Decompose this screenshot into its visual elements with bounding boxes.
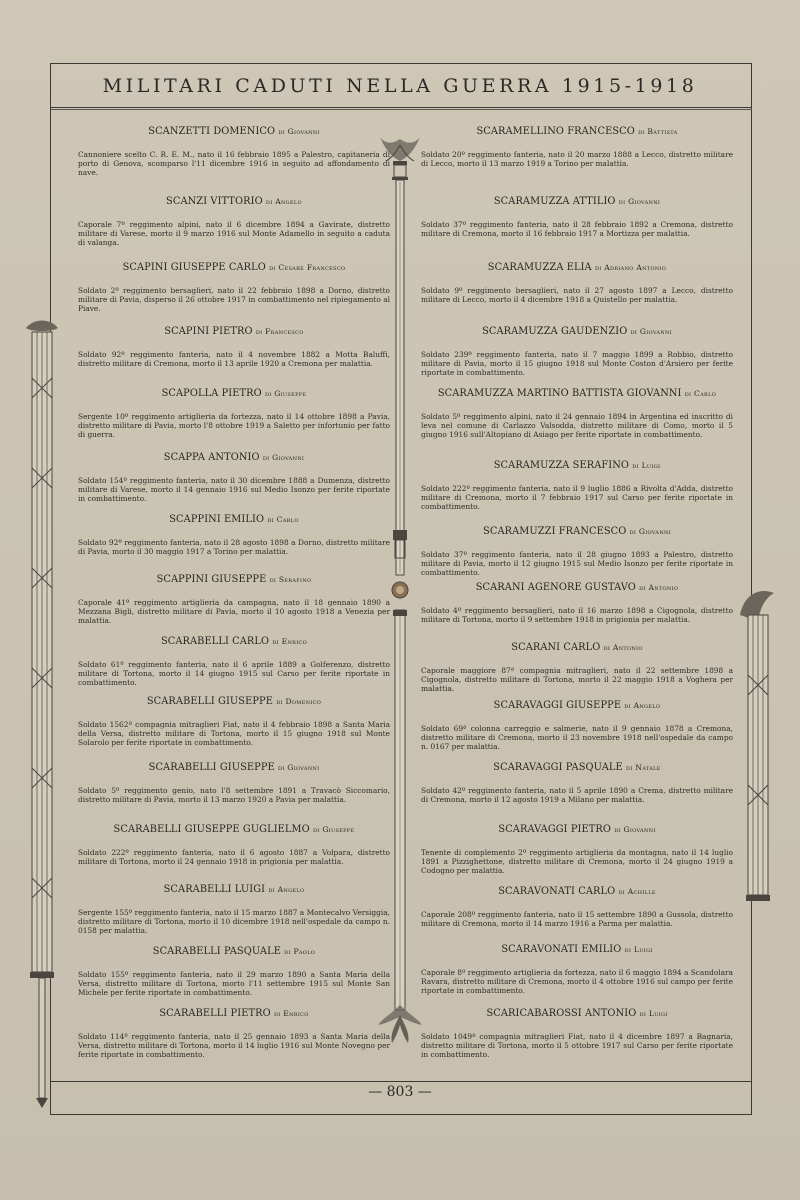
entry-patronymic: di Giuseppe — [264, 389, 307, 398]
entry-text: Soldato 5º reggimento alpini, nato il 24 gennaio 1894 in Argentina ed inscritto di leva nel comune di Carlazzo Valsodda, distretto militare di Como, morto il 5 giugno 1916 sull'Altopiano di Asiago per ferite riportate in combattimento. — [421, 412, 733, 440]
entry — [78, 1008, 390, 1060]
entry-surname: SCARICABAROSSI ANTONIO — [486, 1008, 637, 1019]
entry-text: Soldato 4º reggimento bersaglieri, nato il 16 marzo 1898 a Cigognola, distretto militare di Tortona, morto il 9 settembre 1918 in prigionia per malattia. — [421, 606, 733, 625]
entry-text: Soldato 37º reggimento fanteria, nato il 28 giugno 1893 a Palestro, distretto militare di Pavia, morto il 12 giugno 1915 sul Medio Isonzo per ferite riportate in combattimento. — [421, 550, 733, 578]
entry — [421, 526, 733, 578]
entry-text: Soldato 37º reggimento fanteria, nato il 28 febbraio 1892 a Cremona, distretto militare di Cremona, morto il 16 febbraio 1917 a Mortizza per malattia. — [421, 220, 733, 239]
entry-surname: SCANZETTI DOMENICO — [148, 126, 276, 137]
entry-text: Soldato 92º reggimento fanteria, nato il 28 agosto 1898 a Dorno, distretto militare di Pavia, morto il 30 maggio 1917 a Torino per malattia. — [78, 538, 390, 557]
entry-name — [421, 196, 733, 207]
entry-name — [78, 636, 390, 647]
entry — [421, 326, 733, 378]
entry-patronymic: di Angelo — [624, 701, 661, 710]
entry-patronymic: di Giuseppe — [313, 825, 355, 834]
page-number: — 803 — — [368, 1084, 432, 1100]
left-fasces-ornament-icon — [22, 318, 62, 1108]
entry — [78, 762, 390, 804]
entry-text: Soldato 154º reggimento fanteria, nato il 30 dicembre 1888 a Dumenza, distretto militare di Varese, morto il 14 gennaio 1916 sul Medio Isonzo per ferite riportate in combattimento. — [78, 476, 390, 504]
entry-name — [78, 696, 390, 707]
entry — [78, 452, 390, 504]
entry-text: Soldato 114º reggimento fanteria, nato il 25 gennaio 1893 a Santa Maria della Versa, distretto militare di Tortona, morto il 14 luglio 1916 sul Monte Novegno per ferite riportate in combattimento. — [78, 1032, 390, 1060]
entry-name — [421, 582, 733, 593]
entry — [78, 884, 390, 936]
entry-surname: SCAPPINI GIUSEPPE — [156, 574, 267, 585]
entry-surname: SCARAMELLINO FRANCESCO — [476, 126, 635, 137]
entry — [421, 824, 733, 876]
entry — [78, 388, 390, 440]
entry-patronymic: di Giovanni — [278, 763, 320, 772]
entry-patronymic: di Antonio — [639, 583, 679, 592]
entry — [78, 126, 390, 178]
entry-name — [421, 700, 733, 711]
entry-patronymic: di Angelo — [265, 197, 302, 206]
entry — [421, 196, 733, 238]
entry-patronymic: di Carlo — [267, 515, 299, 524]
entry-surname: SCARAVAGGI PASQUALE — [493, 762, 623, 773]
entry-name — [78, 824, 390, 835]
entry-text: Soldato 1049ª compagnia mitraglieri Fiat, nato il 4 dicembre 1897 a Bagnaria, distretto militare di Tortona, morto il 5 ottobre 1917 sul Carso per ferite riportate in combattimento. — [421, 1032, 733, 1060]
entry-text: Soldato 69ª colonna carreggio e salmerie, nato il 9 gennaio 1878 a Cremona, distretto militare di Cremona, morto il 23 novembre 1918 nell'ospedale da campo n. 0167 per malattia. — [421, 724, 733, 752]
entry-patronymic: di Paolo — [284, 947, 316, 956]
entry-text: Caporale 7º reggimento alpini, nato il 6 dicembre 1894 a Gavirate, distretto militare di Varese, morto il 9 marzo 1916 sul Monte Adamello in seguito a caduta di valanga. — [78, 220, 390, 248]
entry-text: Sergente 155º reggimento fanteria, nato il 15 marzo 1887 a Montecalvo Versiggia, distretto militare di Tortona, morto il 10 dicembre 1918 nell'ospedale da campo n. 0158 per malattia. — [78, 908, 390, 936]
page-title: MILITARI CADUTI NELLA GUERRA 1915-1918 — [102, 75, 698, 97]
entry — [421, 1008, 733, 1060]
entry-text: Soldato 42º reggimento fanteria, nato il 5 aprile 1890 a Crema, distretto militare di Cremona, morto il 12 agosto 1919 a Milano per malattia. — [421, 786, 733, 805]
entry — [78, 326, 390, 368]
entry-surname: SCARABELLI GIUSEPPE — [148, 762, 275, 773]
entry-patronymic: di Battista — [638, 127, 678, 136]
entry-name — [78, 126, 390, 137]
entry-text: Soldato 239º reggimento fanteria, nato il 7 maggio 1899 a Robbio, distretto militare di Pavia, morto il 15 giugno 1918 sul Monte Coston d'Arsiero per ferite riportate in combattimento. — [421, 350, 733, 378]
entry-patronymic: di Luigi — [632, 461, 661, 470]
entry-surname: SCAPPINI EMILIO — [169, 514, 265, 525]
entry-text: Cannoniere scelto C. R. E. M., nato il 16 febbraio 1895 a Palestro, capitaneria di porto di Genova, scomparso l'11 dicembre 1916 in seguito ad affondamento di nave. — [78, 150, 390, 178]
entry-patronymic: di Antonio — [603, 643, 643, 652]
entry — [78, 514, 390, 556]
entry-surname: SCARABELLI GIUSEPPE — [146, 696, 273, 707]
entry-text: Tenente di complemento 2º reggimento artiglieria da montagna, nato il 14 luglio 1891 a Pizzighettone, distretto militare di Cremona, morto il 24 giugno 1919 a Codogno per malattia. — [421, 848, 733, 876]
entry-name — [421, 944, 733, 955]
entry-surname: SCARABELLI LUIGI — [163, 884, 266, 895]
entry-name — [78, 946, 390, 957]
entry-patronymic: di Giovanni — [629, 527, 671, 536]
entry-name — [421, 326, 733, 337]
entry-text: Sergente 10º reggimento artiglieria da fortezza, nato il 14 ottobre 1898 a Pavia, distretto militare di Pavia, morto l'8 ottobre 1919 a Saletto per infortunio per fatto di guerra. — [78, 412, 390, 440]
entry-patronymic: di Luigi — [639, 1009, 668, 1018]
entry-patronymic: di Enrico — [273, 1009, 309, 1018]
entry-surname: SCARANI CARLO — [511, 642, 601, 653]
entry-name — [421, 642, 733, 653]
entry-name — [78, 388, 390, 399]
entry-text: Soldato 222º reggimento fanteria, nato il 6 agosto 1887 a Volpara, distretto militare di Tortona, morto il 24 gennaio 1918 in prigionia per malattia. — [78, 848, 390, 867]
entry-name — [78, 1008, 390, 1019]
entry-name — [421, 762, 733, 773]
entry-text: Soldato 61º reggimento fanteria, nato il 6 aprile 1889 a Golferenzo, distretto militare di Tortona, morto il 14 giugno 1915 sul Carso per ferite riportate in combattimento. — [78, 660, 390, 688]
entry — [421, 262, 733, 304]
entry-surname: SCARAVAGGI PIETRO — [498, 824, 612, 835]
entry — [421, 582, 733, 624]
entry — [78, 824, 390, 866]
entry-patronymic: di Cesare Francesco — [269, 263, 346, 272]
entry-name — [78, 262, 390, 273]
right-fasces-ornament-icon — [738, 585, 778, 915]
entry-name — [78, 452, 390, 463]
entry — [78, 946, 390, 998]
entry-text: Soldato 9º reggimento bersaglieri, nato il 27 agosto 1897 a Lecco, distretto militare di Lecco, morto il 4 dicembre 1918 a Quistello per malattia. — [421, 286, 733, 305]
entry-patronymic: di Angelo — [268, 885, 305, 894]
entry-name — [421, 526, 733, 537]
entry — [421, 126, 733, 168]
entry-text: Soldato 1562ª compagnia mitraglieri Fiat, nato il 4 febbraio 1898 a Santa Maria della Versa, distretto militare di Tortona, morto il 15 giugno 1918 sul Monte Solarolo per ferite riportate in combattimento. — [78, 720, 390, 748]
entry-surname: SCARAMUZZA GAUDENZIO — [482, 326, 628, 337]
entry-name — [78, 574, 390, 585]
entry-name — [421, 824, 733, 835]
entry-surname: SCARAMUZZA MARTINO BATTISTA GIOVANNI — [437, 388, 682, 399]
entry-surname: SCARAMUZZA ELIA — [487, 262, 592, 273]
entry-text: Soldato 2º reggimento bersaglieri, nato il 22 febbraio 1898 a Dorno, distretto militare di Pavia, disperso il 26 ottobre 1917 in combattimento nel ripiegamento al Piave. — [78, 286, 390, 314]
entry — [78, 196, 390, 248]
entry-patronymic: di Francesco — [255, 327, 304, 336]
entry-text: Caporale maggiore 87ª compagnia mitraglieri, nato il 22 settembre 1898 a Cigognola, distretto militare di Tortona, morto il 22 maggio 1918 a Voghera per malattia. — [421, 666, 733, 694]
entry-patronymic: di Giovanni — [618, 197, 661, 206]
entry — [421, 388, 733, 440]
entry — [78, 696, 390, 748]
entry-surname: SCAPINI GIUSEPPE CARLO — [122, 262, 266, 273]
entry-patronymic: di Giovanni — [630, 327, 672, 336]
entry-name — [78, 514, 390, 525]
entry — [78, 262, 390, 314]
entry-name — [421, 388, 733, 399]
header-divider — [50, 109, 752, 110]
entry-patronymic: di Enrico — [272, 637, 308, 646]
entry-patronymic: di Natale — [625, 763, 661, 772]
entry-text: Soldato 155º reggimento fanteria, nato il 29 marzo 1890 a Santa Maria della Versa, distretto militare di Tortona, morto l'11 settembre 1915 sul Monte San Michele per ferite riportate in combattimento. — [78, 970, 390, 998]
entry-name — [78, 884, 390, 895]
footer-divider — [50, 1081, 752, 1082]
entry-name — [421, 262, 733, 273]
entry — [421, 642, 733, 694]
entry-name — [421, 1008, 733, 1019]
entry-patronymic: di Serafino — [269, 575, 312, 584]
entry — [421, 762, 733, 804]
entry-text: Caporale 208º reggimento fanteria, nato il 15 settembre 1890 a Gussola, distretto militare di Cremona, morto il 14 marzo 1916 a Parma per malattia. — [421, 910, 733, 929]
entry-patronymic: di Achille — [618, 887, 656, 896]
entry-surname: SCARABELLI CARLO — [160, 636, 270, 647]
entry-surname: SCARABELLI PASQUALE — [152, 946, 281, 957]
entry-text: Soldato 20º reggimento fanteria, nato il 20 marzo 1888 a Lecco, distretto militare di Lecco, morto il 13 marzo 1919 a Torino per malattia. — [421, 150, 733, 169]
entry-name — [78, 762, 390, 773]
entry-surname: SCANZI VITTORIO — [166, 196, 263, 207]
entry — [421, 700, 733, 752]
entry-patronymic: di Giovanni — [262, 453, 305, 462]
entry-surname: SCAPPA ANTONIO — [163, 452, 260, 463]
entry-text: Soldato 92º reggimento fanteria, nato il 4 novembre 1882 a Motta Baluffi, distretto militare di Cremona, morto il 13 aprile 1920 a Cremona per malattia. — [78, 350, 390, 369]
entry-patronymic: di Adriano Antonio — [594, 263, 667, 272]
entry — [421, 944, 733, 996]
entry-surname: SCARABELLI GIUSEPPE GUGLIELMO — [113, 824, 310, 835]
entry-name — [421, 460, 733, 471]
entry-name — [421, 886, 733, 897]
entry — [78, 574, 390, 626]
entry — [421, 460, 733, 512]
entry — [421, 886, 733, 928]
entry-surname: SCAPINI PIETRO — [164, 326, 253, 337]
entry-surname: SCARAVAGGI GIUSEPPE — [493, 700, 622, 711]
entry-patronymic: di Carlo — [684, 389, 717, 398]
entry-name — [421, 126, 733, 137]
entry-surname: SCARANI AGENORE GUSTAVO — [475, 582, 636, 593]
entry-patronymic: di Giovanni — [614, 825, 656, 834]
entry-text: Soldato 5º reggimento genio, nato l'8 settembre 1891 a Travacò Siccomario, distretto militare di Pavia, morto il 13 marzo 1920 a Pavia per malattia. — [78, 786, 390, 805]
entry-text: Caporale 8º reggimento artiglieria da fortezza, nato il 6 maggio 1894 a Scandolara Ravara, distretto militare di Cremona, morto il 4 ottobre 1916 sul campo per ferite riportate in combattimento. — [421, 968, 733, 996]
entry-patronymic: di Giovanni — [278, 127, 320, 136]
entry-name — [78, 326, 390, 337]
entry-name — [78, 196, 390, 207]
entry-surname: SCARAMUZZI FRANCESCO — [483, 526, 627, 537]
entry — [78, 636, 390, 688]
entry-surname: SCARAVONATI CARLO — [498, 886, 616, 897]
entry-surname: SCARAVONATI EMILIO — [501, 944, 622, 955]
entry-surname: SCARAMUZZA SERAFINO — [493, 460, 630, 471]
entry-text: Soldato 222º reggimento fanteria, nato il 9 luglio 1886 a Rivolta d'Adda, distretto militare di Cremona, morto il 7 febbraio 1917 sul Carso per ferite riportate in combattimento. — [421, 484, 733, 512]
entry-patronymic: di Domenico — [276, 697, 322, 706]
entry-patronymic: di Luigi — [624, 945, 653, 954]
entry-surname: SCARAMUZZA ATTILIO — [493, 196, 616, 207]
entry-surname: SCARABELLI PIETRO — [159, 1008, 271, 1019]
header — [50, 63, 752, 108]
entry-surname: SCAPOLLA PIETRO — [161, 388, 262, 399]
entry-text: Caporale 41º reggimento artiglieria da campagna, nato il 18 gennaio 1890 a Mezzana Bigli, distretto militare di Pavia, morto il 10 agosto 1918 a Venezia per malattia. — [78, 598, 390, 626]
